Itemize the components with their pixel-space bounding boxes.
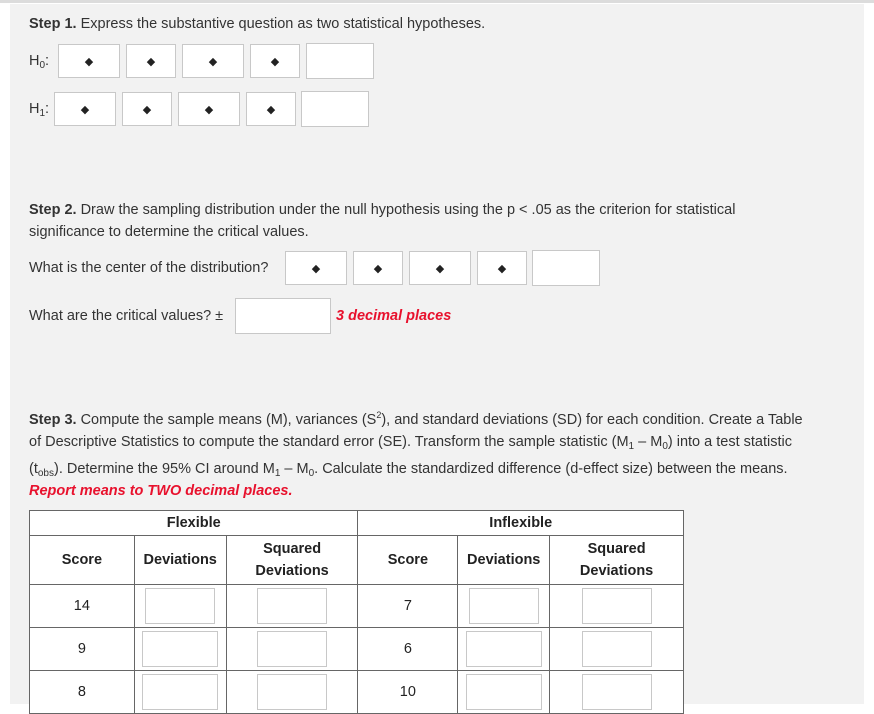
inflexible-deviation-input[interactable]	[466, 674, 542, 710]
inflexible-deviations-header: Deviations	[458, 536, 550, 585]
h0-subscript: 0	[39, 60, 46, 71]
group-header-row	[30, 511, 684, 536]
step3-line1-sup: 2	[376, 410, 382, 420]
inflexible-header: Inflexible	[358, 511, 684, 536]
inflexible-deviation-input[interactable]	[466, 631, 542, 667]
h1-colon: :	[45, 101, 50, 117]
chevron-updown-icon: ◆	[146, 55, 156, 68]
flexible-deviation-input[interactable]	[145, 588, 215, 624]
center-select-1[interactable]	[285, 251, 347, 285]
step3-line2-s1: 1	[628, 441, 635, 452]
center-value-input[interactable]	[532, 250, 600, 286]
step1-label: Step 1.	[29, 16, 77, 32]
flexible-header: Flexible	[30, 511, 358, 536]
flexible-deviation-input[interactable]	[142, 674, 218, 710]
step3-line3-a: (t	[29, 461, 38, 477]
step3-line2-c: ) into a test statistic	[667, 434, 792, 450]
step2-text-line2: significance to determine the critical values.	[29, 224, 309, 240]
h1-label	[29, 101, 49, 119]
h1-select-4[interactable]	[246, 92, 296, 126]
inflexible-deviation-cell	[458, 671, 550, 714]
step1-text: Express the substantive question as two statistical hypotheses.	[80, 16, 486, 32]
chevron-updown-icon: ◆	[142, 103, 152, 116]
squared-label: Squared	[263, 541, 322, 557]
table-row	[30, 671, 684, 714]
center-select-2[interactable]	[353, 251, 403, 285]
critical-question: What are the critical values? ±	[29, 308, 224, 324]
inflexible-squared-cell	[550, 671, 684, 714]
h0-select-2[interactable]	[126, 44, 176, 78]
deviations-label: Deviations	[579, 563, 654, 579]
inflexible-deviation-input[interactable]	[469, 588, 539, 624]
step3-line3-s0: 0	[308, 468, 315, 479]
inflexible-squared-input[interactable]	[582, 588, 652, 624]
step3-line1-b: ), and standard deviations (SD) for each condition. Create a Table	[381, 412, 803, 428]
step2-text-line1: Draw the sampling distribution under the null hypothesis using the p < .05 as the criterion for statistical	[80, 202, 736, 218]
squared-label: Squared	[587, 541, 646, 557]
step2-label: Step 2.	[29, 202, 77, 218]
flexible-squared-input[interactable]	[257, 631, 327, 667]
flexible-deviation-cell	[134, 671, 226, 714]
h0-select-1[interactable]	[58, 44, 120, 78]
h1-select-1[interactable]	[54, 92, 116, 126]
flexible-squared-input[interactable]	[257, 674, 327, 710]
h0-select-4[interactable]	[250, 44, 300, 78]
flexible-squared-cell	[226, 585, 358, 628]
step3-line3-sub: obs	[37, 468, 54, 479]
flexible-deviation-input[interactable]	[142, 631, 218, 667]
inflexible-squared-cell	[550, 628, 684, 671]
step3-line3-c: – M	[280, 461, 309, 477]
step3-label: Step 3.	[29, 412, 77, 428]
chevron-updown-icon: ◆	[208, 55, 218, 68]
table-row	[30, 585, 684, 628]
h0-letter: H	[29, 53, 40, 69]
top-border	[0, 0, 874, 3]
h0-select-3[interactable]	[182, 44, 244, 78]
inflexible-squared-cell	[550, 585, 684, 628]
flexible-deviation-cell	[134, 628, 226, 671]
inflexible-squared-input[interactable]	[582, 674, 652, 710]
h0-label	[29, 53, 49, 71]
flexible-score-cell: 9	[30, 628, 135, 671]
step2-heading	[29, 199, 849, 243]
deviations-label: Deviations	[255, 563, 329, 579]
flexible-deviation-cell	[134, 585, 226, 628]
step3-line3-b: ). Determine the 95% CI around M	[53, 461, 275, 477]
decimal-places-note: 3 decimal places	[336, 308, 452, 324]
h1-subscript: 1	[39, 108, 46, 119]
h1-select-2[interactable]	[122, 92, 172, 126]
h1-select-3[interactable]	[178, 92, 240, 126]
step3-line3-s1: 1	[274, 468, 281, 479]
chevron-updown-icon: ◆	[84, 55, 94, 68]
flexible-squared-cell	[226, 671, 358, 714]
chevron-updown-icon: ◆	[497, 262, 507, 275]
step3-line2-s0: 0	[662, 441, 668, 452]
inflexible-score-cell: 10	[358, 671, 458, 714]
table-row	[30, 628, 684, 671]
flexible-squared-input[interactable]	[257, 588, 327, 624]
center-select-4[interactable]	[477, 251, 527, 285]
descriptive-stats-table	[29, 510, 684, 714]
report-means-note: Report means to TWO decimal places.	[29, 483, 293, 499]
inflexible-score-cell: 6	[358, 628, 458, 671]
flexible-deviations-header: Deviations	[134, 536, 226, 585]
step3-heading	[29, 404, 859, 485]
inflexible-deviation-cell	[458, 585, 550, 628]
inflexible-squared-input[interactable]	[582, 631, 652, 667]
chevron-updown-icon: ◆	[266, 103, 276, 116]
step3-line2-a: of Descriptive Statistics to compute the standard error (SE). Transform the sample statistic (M	[29, 434, 629, 450]
h0-value-input[interactable]	[306, 43, 374, 79]
flexible-score-cell: 14	[30, 585, 135, 628]
center-question: What is the center of the distribution?	[29, 260, 269, 276]
step3-line1-a: Compute the sample means (M), variances (S	[80, 412, 377, 428]
inflexible-score-header: Score	[358, 536, 458, 585]
h0-colon: :	[45, 53, 50, 69]
h1-value-input[interactable]	[301, 91, 369, 127]
chevron-updown-icon: ◆	[204, 103, 214, 116]
step1-heading	[29, 16, 485, 32]
center-select-3[interactable]	[409, 251, 471, 285]
flexible-score-cell: 8	[30, 671, 135, 714]
h1-letter: H	[29, 101, 40, 117]
chevron-updown-icon: ◆	[80, 103, 90, 116]
flexible-squared-cell	[226, 628, 358, 671]
inflexible-score-cell: 7	[358, 585, 458, 628]
critical-value-input[interactable]	[235, 298, 331, 334]
chevron-updown-icon: ◆	[311, 262, 321, 275]
chevron-updown-icon: ◆	[435, 262, 445, 275]
chevron-updown-icon: ◆	[373, 262, 383, 275]
step3-line3-d: . Calculate the standardized difference (d-effect size) between the means.	[314, 461, 788, 477]
flexible-score-header: Score	[30, 536, 135, 585]
inflexible-deviation-cell	[458, 628, 550, 671]
inflexible-squared-header	[550, 536, 684, 585]
column-header-row	[30, 536, 684, 585]
step3-line2-b: – M	[634, 434, 663, 450]
chevron-updown-icon: ◆	[270, 55, 280, 68]
flexible-squared-header	[226, 536, 358, 585]
